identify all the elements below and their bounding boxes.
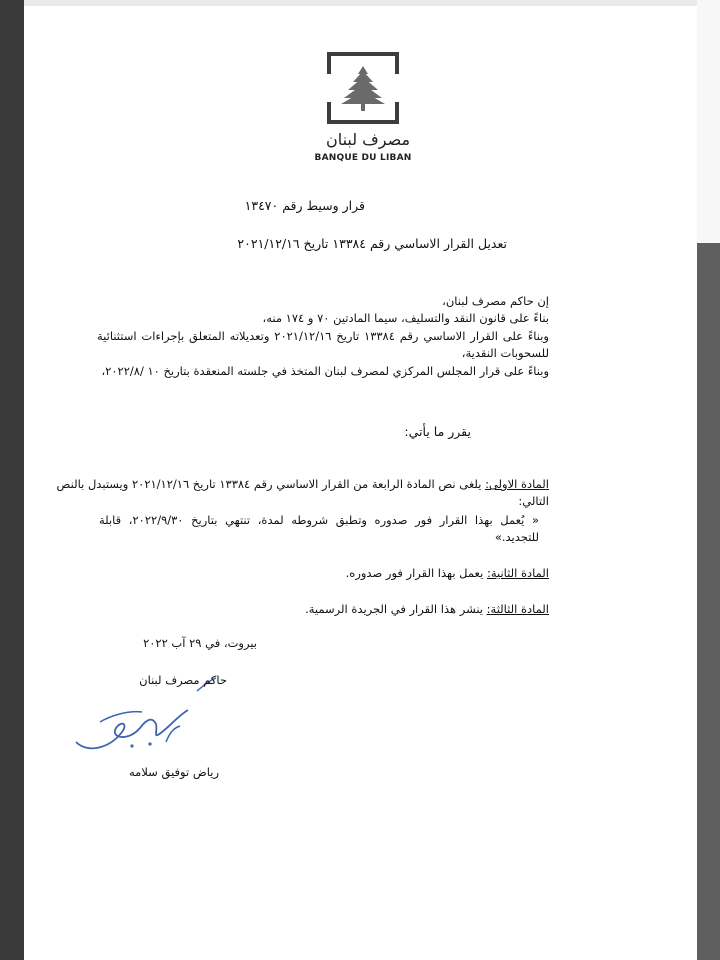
scan-left-edge <box>0 0 24 960</box>
preamble-governor: إن حاكم مصرف لبنان، <box>442 294 549 308</box>
article-first-quote: « يُعمل بهذا القرار فور صدوره وتطبق شروطه لمدة، تنتهي بتاريخ ٢٠٢٢/٩/٣٠، قابلة للتجديد.» <box>99 513 539 544</box>
place-date: بيروت، في ٢٩ آب ٢٠٢٢ <box>143 636 257 650</box>
article-third-label: المادة الثالثة: <box>486 602 549 616</box>
article-second-text: يعمل بهذا القرار فور صدوره. <box>345 566 484 580</box>
article-second-label: المادة الثانية: <box>486 566 549 580</box>
preamble-decision: وبناءً على القرار الاساسي رقم ١٣٣٨٤ تاريخ ٢٠٢١/١٢/١٦ وتعديلاته المتعلق بإجراءات استثنائية للسحوبات النقدية، <box>97 329 549 360</box>
preamble-law: بناءً على قانون النقد والتسليف، سيما المادتين ٧٠ و ١٧٤ منه، <box>262 311 549 325</box>
signer-name: رياض توفيق سلامه <box>129 765 219 779</box>
bank-name-arabic: مصرف لبنان <box>325 130 411 149</box>
decision-subject: تعديل القرار الاساسي رقم ١٣٣٨٤ تاريخ ٢٠٢١/١٢/١٦ <box>237 236 507 251</box>
article-third <box>305 602 549 616</box>
decision-number: قرار وسيط رقم ١٣٤٧٠ <box>244 198 365 213</box>
decides-heading: يقرر ما يأتي: <box>404 424 471 439</box>
signer-title: حاكم مصرف لبنان <box>139 673 227 687</box>
preamble-council: وبناءً على قرار المجلس المركزي لمصرف لبنان المتخذ في جلسته المنعقدة بتاريخ ١٠ /٢٠٢٢/٨، <box>101 364 549 378</box>
article-first <box>23 476 549 510</box>
bank-name-french: BANQUE DU LIBAN <box>314 153 412 163</box>
document-page <box>24 6 697 960</box>
article-first-label: المادة الاولى: <box>485 477 549 491</box>
cedar-logo-icon <box>327 52 399 124</box>
scan-right-shadow <box>697 243 720 960</box>
handwritten-signature <box>70 702 200 758</box>
article-third-text: ينشر هذا القرار في الجريدة الرسمية. <box>305 602 483 616</box>
article-second <box>346 566 549 580</box>
article-first-text: يلغى نص المادة الرابعة من القرار الاساسي رقم ١٣٣٨٤ تاريخ ٢٠٢١/١٢/١٦ ويستبدل بالنص التالي: <box>56 477 549 508</box>
